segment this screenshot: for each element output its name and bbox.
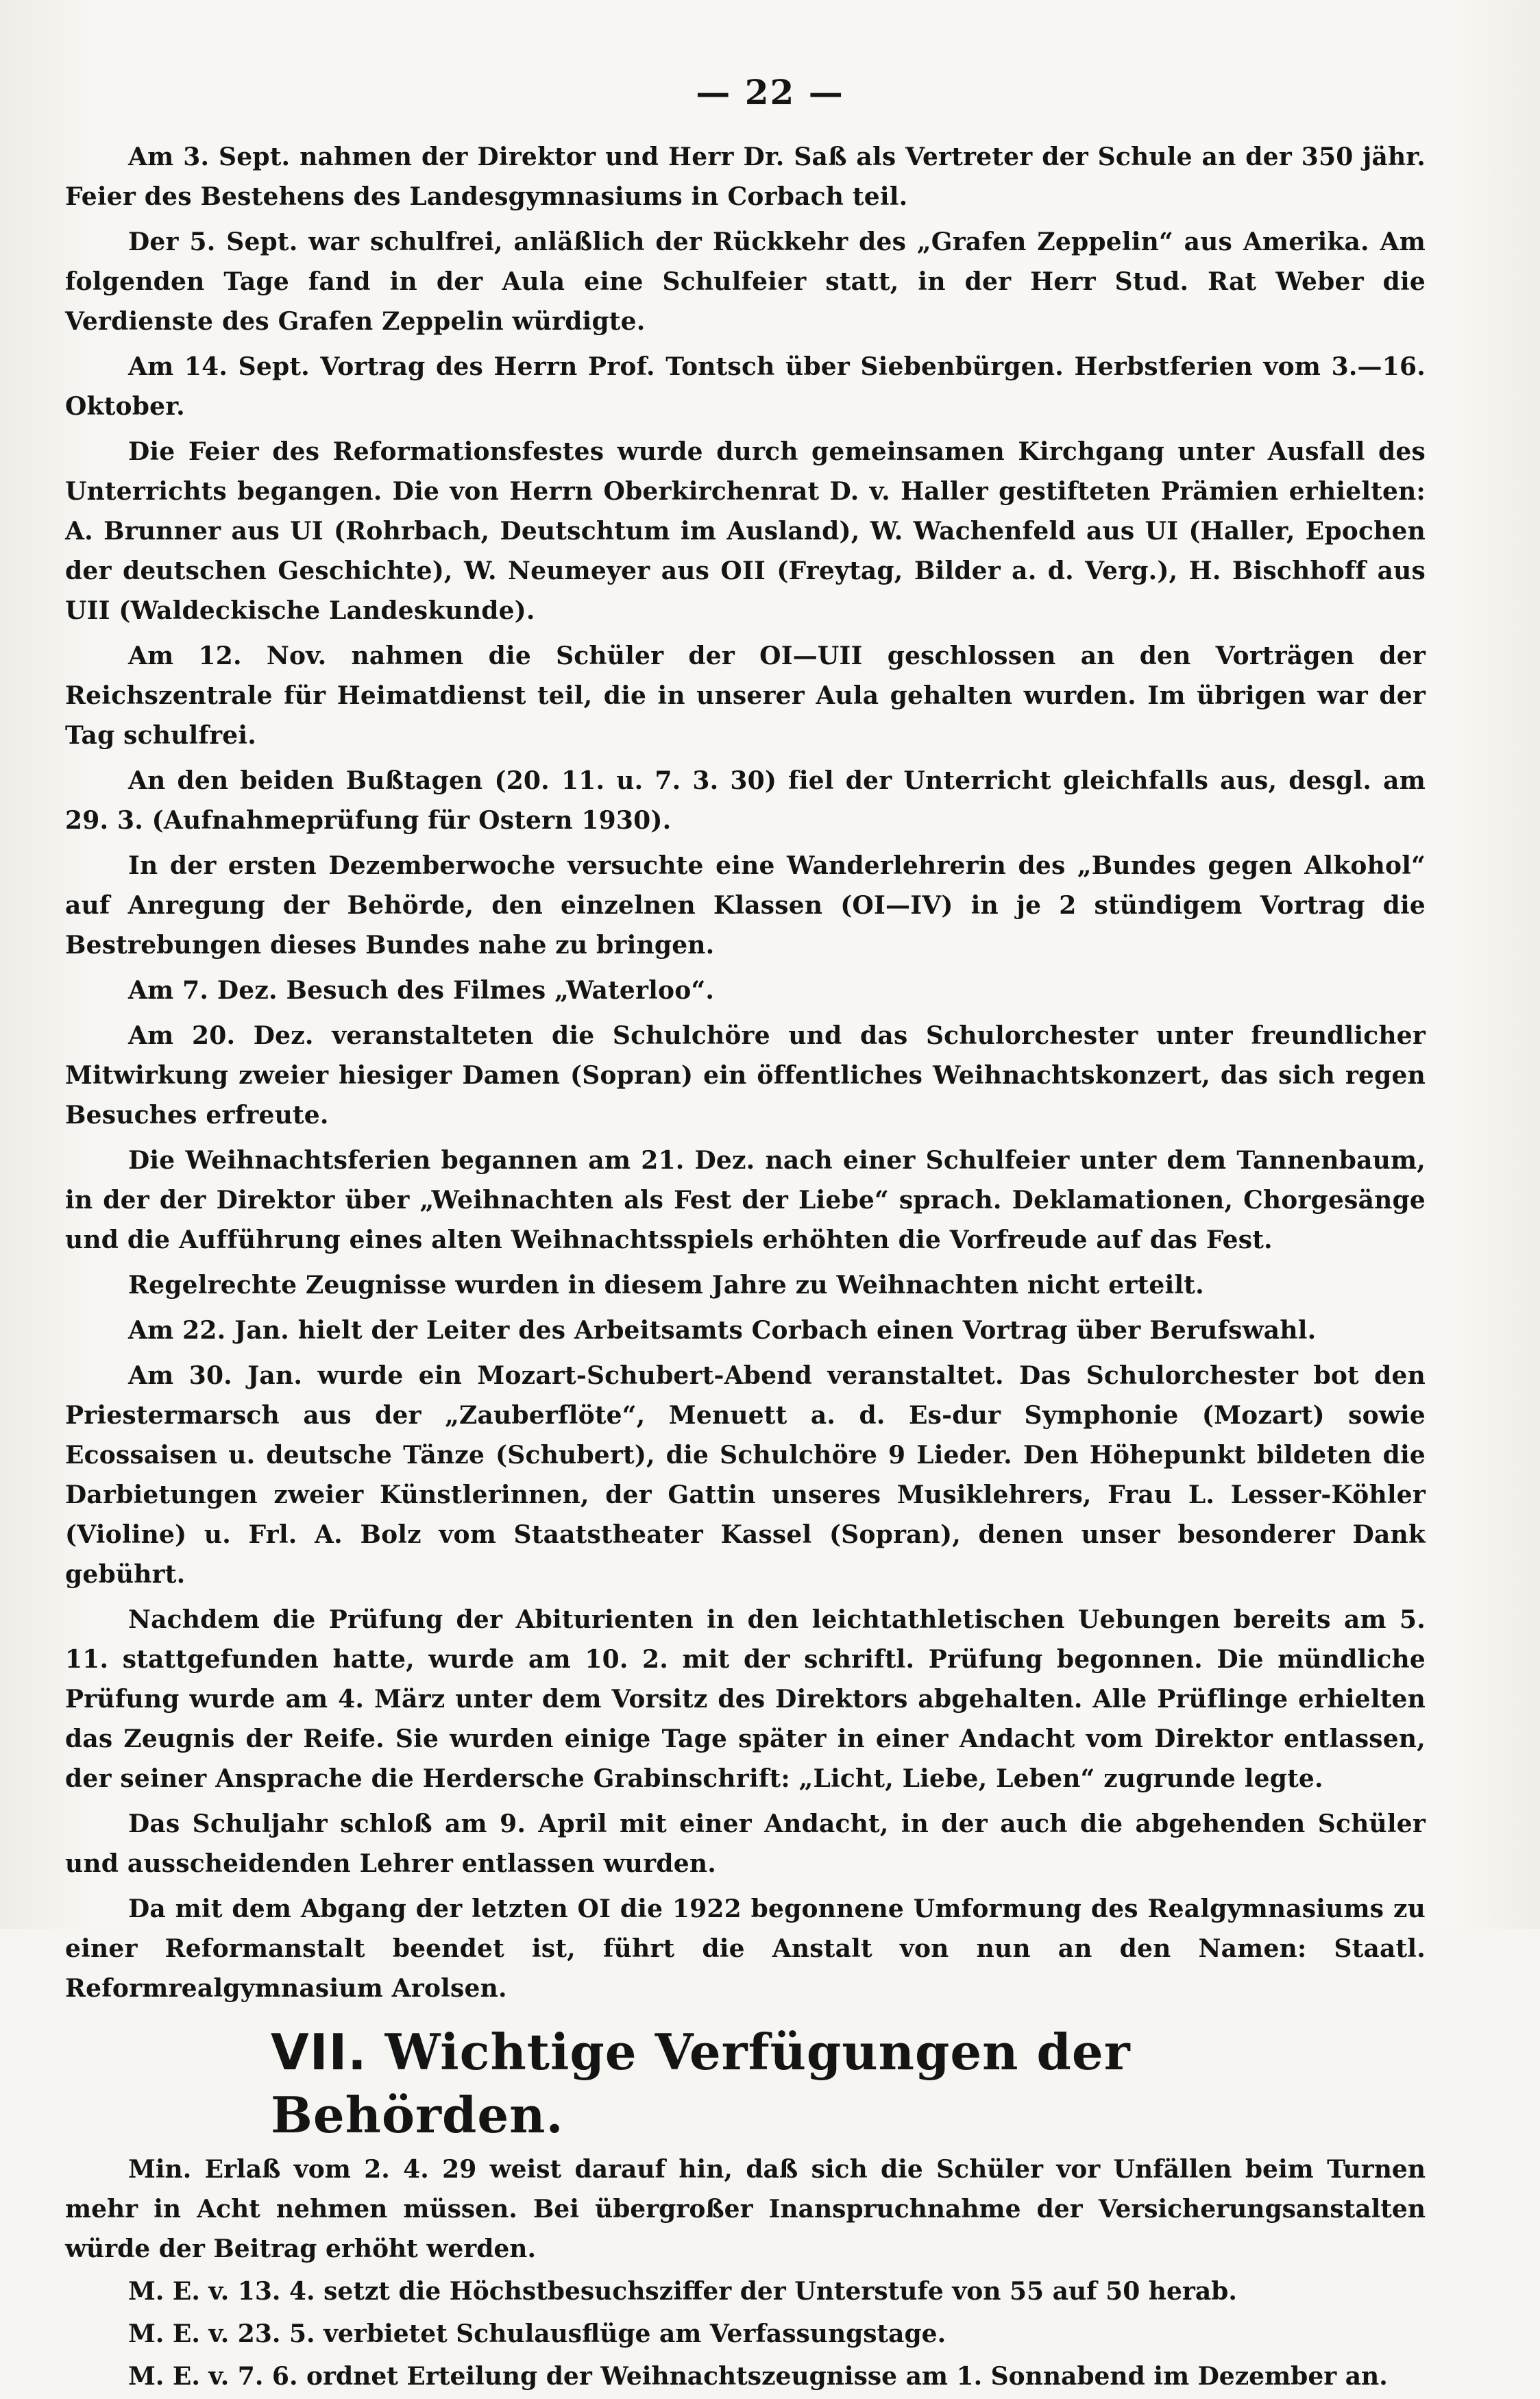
- decree-item: M. E. v. 23. 5. verbietet Schulausflüge am Verfassungstage.: [128, 2319, 946, 2348]
- paragraph-mozart-schubert: Am 30. Jan. wurde ein Mozart-Schubert-Abend veranstaltet. Das Schulorchester bot den Priestermarsch aus der „Zauberflöte“, Menuett a. d. Es-dur Symphonie (Mozart) sowie Ecossaisen u. deutsche Tänze (Schubert), die Schulchöre 9 Lieder. Den Höhepunkt bildeten die Darbietungen zweier Künstlerinnen, der Gattin unseres Musiklehrers, Frau L. Lesser-Köhler (Violine) u. Frl. A. Bolz vom Staatstheater Kassel (Sopran), denen unser besonderer Dank gebührt.: [65, 1361, 1426, 1589]
- paragraph-feier-corbach: Am 3. Sept. nahmen der Direktor und Herr Dr. Saß als Vertreter der Schule an der 350 jähr. Feier des Bestehens des Landesgymnasiums in Corbach teil.: [65, 143, 1426, 211]
- paragraph-zeugnisse: Regelrechte Zeugnisse wurden in diesem Jahre zu Weihnachten nicht erteilt.: [128, 1271, 1204, 1300]
- decree-item: Min. Erlaß vom 2. 4. 29 weist darauf hin, daß sich die Schüler vor Unfällen beim Turnen mehr in Acht nehmen müssen. Bei übergroßer Inanspruchnahme der Versicherungsanstalten würde der Beitrag erhöht werden.: [65, 2155, 1426, 2263]
- decree-item: M. E. v. 7. 6. ordnet Erteilung der Weihnachtszeugnisse am 1. Sonnabend im Dezember an.: [128, 2362, 1388, 2391]
- section-numeral: VII.: [271, 2023, 367, 2081]
- page-number: — 22 —: [696, 72, 844, 112]
- decree-item: M. E. v. 13. 4. setzt die Höchstbesuchsziffer der Unterstufe von 55 auf 50 herab.: [128, 2277, 1237, 2306]
- paragraph-abitur: Nachdem die Prüfung der Abiturienten in den leichtathletischen Uebungen bereits am 5. 11. stattgefunden hatte, wurde am 10. 2. mit der schriftl. Prüfung begonnen. Die mündliche Prüfung wurde am 4. März unter dem Vorsitz des Direktors abgehalten. Alle Prüflinge erhielten das Zeugnis der Reife. Sie wurden einige Tage später in einer Andacht vom Direktor entlassen, der seiner Ansprache die Herdersche Grabinschrift: „Licht, Liebe, Leben“ zugrunde legte.: [65, 1605, 1426, 1793]
- paragraph-waterloo: Am 7. Dez. Besuch des Filmes „Waterloo“.: [128, 976, 715, 1005]
- paragraph-heimatdienst: Am 12. Nov. nahmen die Schüler der OI—UII geschlossen an den Vorträgen der Reichszentrale für Heimatdienst teil, die in unserer Aula gehalten wurden. Im übrigen war der Tag schulfrei.: [65, 642, 1426, 750]
- paragraph-graf-zeppelin: Der 5. Sept. war schulfrei, anläßlich der Rückkehr des „Grafen Zeppelin“ aus Amerika. Am folgenden Tage fand in der Aula eine Schulfeier statt, in der Herr Stud. Rat Weber die Verdienste des Grafen Zeppelin würdigte.: [65, 228, 1426, 336]
- paragraph-alkohol: In der ersten Dezemberwoche versuchte eine Wanderlehrerin des „Bundes gegen Alkohol“ auf Anregung der Behörde, den einzelnen Klassen (OI—IV) in je 2 stündigem Vortrag die Bestrebungen dieses Bundes nahe zu bringen.: [65, 851, 1426, 960]
- paragraph-schuljahr: Das Schuljahr schloß am 9. April mit einer Andacht, in der auch die abgehenden Schüler und ausscheidenden Lehrer entlassen wurden.: [65, 1810, 1426, 1878]
- paragraph-weihnachtsferien: Die Weihnachtsferien begannen am 21. Dez. nach einer Schulfeier unter dem Tannenbaum, in der der Direktor über „Weihnachten als Fest der Liebe“ sprach. Deklamationen, Chorgesänge und die Aufführung eines alten Weihnachtsspiels erhöhten die Vorfreude auf das Fest.: [65, 1146, 1426, 1254]
- section-heading: [271, 2021, 1426, 2147]
- section-title: Wichtige Verfügungen der Behörden.: [271, 2023, 1131, 2144]
- paragraph-busstage: An den beiden Bußtagen (20. 11. u. 7. 3. 30) fiel der Unterricht gleichfalls aus, desgl. am 29. 3. (Aufnahmeprüfung für Ostern 1930).: [65, 766, 1426, 835]
- paragraph-reformanstalt: Da mit dem Abgang der letzten OI die 1922 begonnene Umformung des Realgymnasiums zu einer Reformanstalt beendet ist, führt die Anstalt von nun an den Namen: Staatl. Reformrealgymnasium Arolsen.: [65, 1895, 1426, 2003]
- paragraph-siebenbuergen: Am 14. Sept. Vortrag des Herrn Prof. Tontsch über Siebenbürgen. Herbstferien vom 3.—16. Oktober.: [65, 352, 1426, 421]
- paragraph-berufswahl: Am 22. Jan. hielt der Leiter des Arbeitsamts Corbach einen Vortrag über Berufswahl.: [128, 1316, 1317, 1345]
- paragraph-weihnachtskonzert: Am 20. Dez. veranstalteten die Schulchöre und das Schulorchester unter freundlicher Mitwirkung zweier hiesiger Damen (Sopran) ein öffentliches Weihnachtskonzert, das sich regen Besuches erfreute.: [65, 1021, 1426, 1130]
- paragraph-reformationsfest: Die Feier des Reformationsfestes wurde durch gemeinsamen Kirchgang unter Ausfall des Unterrichts begangen. Die von Herrn Oberkirchenrat D. v. Haller gestifteten Prämien erhielten: A. Brunner aus UI (Rohrbach, Deutschtum im Ausland), W. Wachenfeld aus UI (Haller, Epochen der deutschen Geschichte), W. Neumeyer aus OII (Freytag, Bilder a. d. Verg.), H. Bischhoff aus UII (Waldeckische Landeskunde).: [65, 437, 1426, 625]
- page-body: [65, 137, 1426, 2399]
